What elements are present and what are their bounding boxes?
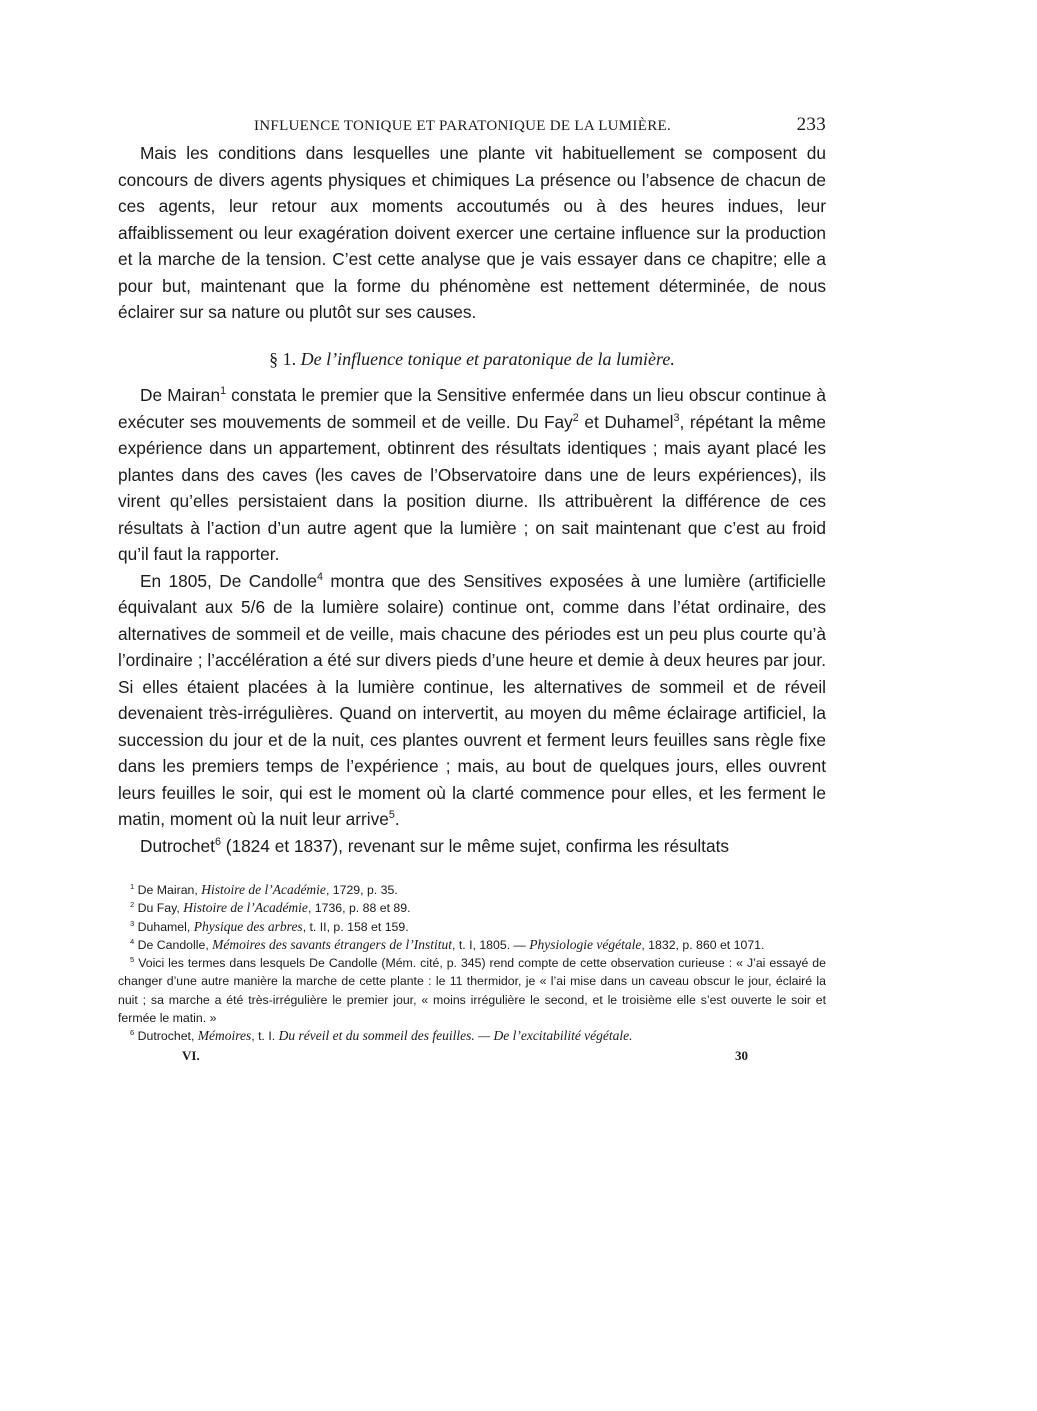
footnote-text: , 1729, p. 35. bbox=[325, 883, 398, 897]
paragraph-text: montra que des Sensitives exposées à une lumière (artificielle équivalant aux 5/6 de la lumière solaire) continue ont, comme dans l’état ordinaire, des alternatives de sommeil et de veille, mais chacune des périodes est un peu plus courte qu’à l’ordinaire ; l’accélération a été sur divers pieds d’une heure et demie à deux heures par jour. Si elles étaient placées à la lumière continue, les alternatives de sommeil et de réveil devenaient très-irrégulières. Quand on intervertit, au moyen du même éclairage artificiel, la succession du jour et de la nuit, ces plantes ouvrent et ferment leurs feuilles sans règle fixe dans les premiers temps de l’expérience ; mais, au bout de quelques jours, elles ouvrent leurs feuilles le soir, qui est le moment où la clarté commence pour elles, et les ferment le matin, moment où la nuit leur arrive bbox=[118, 570, 826, 829]
section-number: § 1. bbox=[269, 348, 297, 369]
paragraph-dutrochet bbox=[118, 833, 826, 860]
footnote-text: , t. II, p. 158 et 159. bbox=[302, 919, 409, 934]
footnote bbox=[118, 918, 826, 936]
footnote bbox=[118, 954, 826, 1027]
footnote-text: , t. I, 1805. — bbox=[452, 937, 530, 952]
section-title: De l’influence tonique et paratonique de la lumière. bbox=[300, 348, 675, 369]
footnote bbox=[118, 899, 826, 917]
footnote-title: Physiologie végétale bbox=[529, 936, 642, 952]
footnote-text: , 1736, p. 88 et 89. bbox=[307, 901, 411, 916]
footnote-number: 2 bbox=[130, 900, 135, 910]
volume-mark: VI. bbox=[182, 1047, 200, 1063]
paragraph-text: . bbox=[394, 809, 400, 829]
paragraph-text: (1824 et 1837), revenant sur le même sujet, confirma les résultats bbox=[220, 835, 730, 856]
book-page bbox=[118, 114, 826, 1064]
footnote-ref: 4 bbox=[317, 570, 323, 583]
signature-line bbox=[118, 1048, 826, 1064]
running-title: INFLUENCE TONIQUE ET PARATONIQUE DE LA LUMIÈRE. bbox=[254, 118, 672, 134]
footnote-text: Duhamel, bbox=[134, 919, 194, 934]
running-header bbox=[118, 114, 826, 140]
footnote-ref: 3 bbox=[673, 411, 680, 424]
footnote-number: 1 bbox=[130, 881, 135, 891]
footnote-ref: 2 bbox=[572, 411, 579, 424]
footnote-ref: 5 bbox=[388, 809, 395, 822]
intro-paragraph: Mais les conditions dans lesquelles une plante vit habituellement se composent du concours de divers agents physiques et chimiques La présence ou l’absence de chacun de ces agents, leur retour aux moments accoutumés ou à des heures indues, leur affaiblissement ou leur exagération doivent exercer une certaine influence sur la production et la marche de la tension. C’est cette analyse que je vais essayer dans ce chapitre; elle a pour but, maintenant que la forme du phénomène est nettement déterminée, de nous éclairer sur sa nature ou plutôt sur ses causes. bbox=[118, 143, 826, 322]
footnote-text: Dutrochet, bbox=[134, 1029, 198, 1044]
footnote-text: , 1832, p. 860 et 1071. bbox=[641, 937, 765, 952]
footnote-ref: 6 bbox=[214, 835, 221, 848]
paragraph-de-mairan bbox=[118, 382, 826, 568]
paragraph-text: Dutrochet bbox=[140, 835, 215, 856]
footnote-text: , t. I. bbox=[251, 1029, 279, 1044]
footnote-title: Histoire de l’Académie bbox=[183, 900, 308, 916]
sheet-number: 30 bbox=[735, 1047, 748, 1063]
paragraph-text: En 1805, De Candolle bbox=[140, 570, 317, 591]
paragraph-text: De Mairan bbox=[140, 385, 221, 405]
footnote bbox=[118, 1027, 826, 1045]
footnotes bbox=[118, 881, 826, 1046]
footnote bbox=[118, 881, 826, 899]
footnote-text: Du Fay, bbox=[134, 901, 184, 916]
page-number: 233 bbox=[796, 114, 826, 135]
paragraph-text: , répétant la même expérience dans un appartement, obtinrent des résultats identiques ; mais ayant placé les plantes dans des caves (les caves de l’Observatoire dans une de leurs expériences), ils virent qu’elles persistaient dans la position diurne. Ils attribuèrent la différence de ces résultats à l’action d’un autre agent que la lumière ; on sait maintenant que c’est au froid qu’il faut la rapporter. bbox=[118, 411, 826, 564]
paragraph-text: constata le premier que la Sensitive enfermée dans un lieu obscur continue à exécuter ses mouvements de sommeil et de veille. Du Fay bbox=[118, 385, 826, 432]
paragraph-text: et Duhamel bbox=[578, 411, 674, 432]
section-heading bbox=[118, 346, 826, 373]
footnote-text: Voici les termes dans lesquels De Candolle (Mém. cité, p. 345) rend compte de cette observation curieuse : « J’ai essayé de changer d’une autre manière la marche de cette plante : le 11 thermidor, je « l’ai mise dans un caveau obscur le jour, éclairé la nuit ; sa marche a été très-irrégulière le premier jour, « moins irrégulière le second, et le troisième elle s’est ouverte le soir et fermée le matin. » bbox=[118, 956, 826, 1026]
footnote-text: De Candolle, bbox=[134, 937, 213, 952]
paragraph-de-candolle bbox=[118, 568, 826, 833]
footnote bbox=[118, 936, 826, 954]
footnote-title: Mémoires bbox=[197, 1028, 252, 1044]
footnote-number: 6 bbox=[130, 1028, 135, 1038]
footnote-title: Histoire de l’Académie bbox=[201, 882, 326, 897]
main-text bbox=[118, 140, 826, 859]
footnote-number: 3 bbox=[130, 918, 135, 928]
footnote-text: De Mairan, bbox=[134, 883, 202, 897]
footnote-title: Du réveil et du sommeil des feuilles. — De l’excitabilité végétale. bbox=[278, 1028, 633, 1044]
footnote-title: Physique des arbres bbox=[193, 918, 303, 934]
footnote-ref: 1 bbox=[220, 385, 227, 398]
footnote-number: 5 bbox=[130, 955, 135, 965]
footnote-number: 4 bbox=[130, 936, 135, 946]
footnote-title: Mémoires des savants étrangers de l’Institut bbox=[212, 936, 453, 952]
